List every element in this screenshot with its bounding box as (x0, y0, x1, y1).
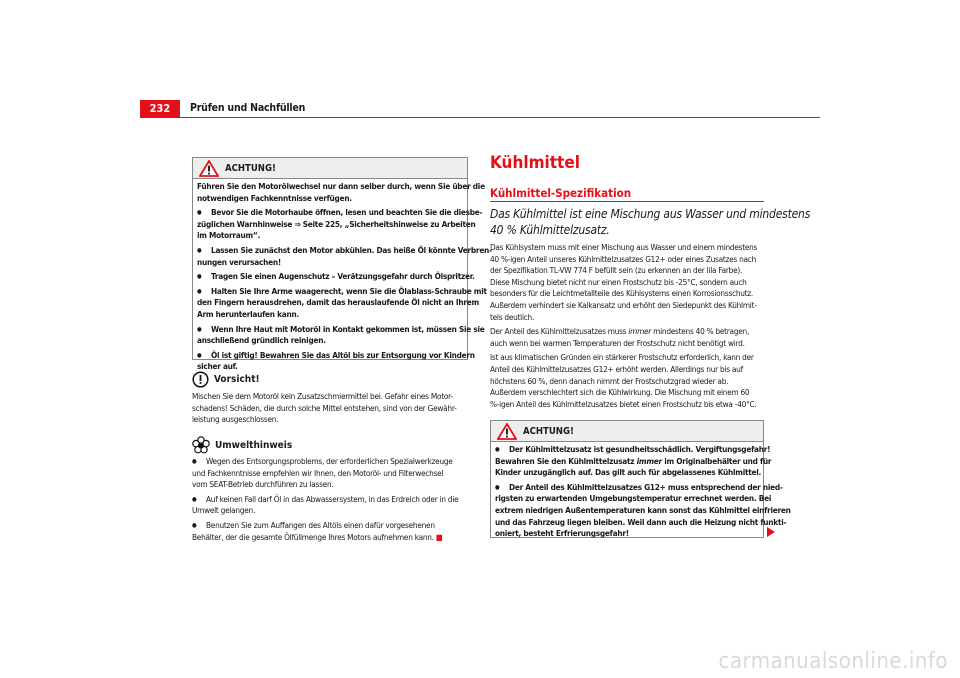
end-mark-icon: ■ (433, 531, 443, 542)
warning-box-coolant (490, 420, 791, 539)
caution-section (192, 371, 472, 429)
text-line: Ist aus klimatischen Gründen ein stärkerer Frostschutz erforderlich, kann der (490, 352, 754, 363)
bullet-icon: ● (197, 287, 202, 295)
environment-text (192, 456, 472, 543)
text-line: Kinder unzugänglich auf. Das gilt auch für abgelassenes Kühlmittel. (495, 467, 762, 478)
bullet-item (197, 323, 485, 347)
caution-exclamation-icon (192, 371, 209, 388)
paragraph (192, 391, 472, 426)
caution-title: Vorsicht! (214, 374, 260, 385)
header-rule (140, 117, 820, 118)
text-line: extrem niedrigen Außentemperaturen kann sonst das Kühlmittel einfrieren (495, 504, 791, 515)
text-line: ● Auf keinen Fall darf Öl in das Abwassersystem, in das Erdreich oder in die (192, 493, 459, 504)
bullet-item (197, 244, 492, 268)
warning-text (491, 442, 791, 545)
bullet-icon: ● (197, 246, 202, 254)
bullet-item (192, 456, 472, 491)
watermark: carmanualsonline.info (718, 649, 948, 674)
subsection-title: Kühlmittel-Spezifikation (490, 186, 632, 200)
text-line: schadens! Schäden, die durch solche Mittel entstehen, sind von der Gewähr- (192, 402, 457, 413)
text-line: %-igen Anteil des Kühlmittelzusatzes bietet einen Frostschutz bis etwa -40°C. (490, 398, 757, 409)
text-line: ● Lassen Sie zunächst den Motor abkühlen. Das heiße Öl könnte Verbren- (197, 244, 492, 255)
warning-triangle-icon (199, 160, 219, 177)
text-line: 40 %-igen Anteil unseres Kühlmittelzusatzes G12+ oder eines Zusatzes nach (490, 253, 757, 264)
paragraph (490, 352, 770, 410)
section-title: Kühlmittel (490, 153, 580, 173)
continue-arrow-icon (767, 527, 775, 537)
text-line: besonders für die Leichtmetallteile des Kühlsystems einen Korrosionsschutz. (490, 288, 754, 299)
bullet-icon: ● (197, 351, 202, 359)
page-number: 232 (140, 100, 180, 118)
text-line: ● Öl ist giftig! Bewahren Sie das Altöl bis zur Entsorgung vor Kindern (197, 349, 475, 360)
text-line: anschließend gründlich reinigen. (197, 335, 326, 346)
text-line: Der Anteil des Kühlmittelzusatzes muss immer mindestens 40 % betragen, (490, 326, 750, 337)
bullet-item (192, 520, 472, 543)
text-line: ● Der Anteil des Kühlmittelzusatzes G12+ muss entsprechend der nied- (495, 481, 783, 492)
bullet-item (495, 444, 772, 479)
text-line: Behälter, der die gesamte Ölfüllmenge Ihres Motors aufnehmen kann. ■ (192, 531, 443, 542)
bullet-icon: ● (495, 483, 500, 491)
text-line: oniert, besteht Erfrierungsgefahr! (495, 528, 629, 539)
bullet-icon: ● (197, 209, 202, 217)
text-line: Arm herunterlaufen kann. (197, 308, 299, 319)
text-line: Bewahren Sie den Kühlmittelzusatz immer im Originalbehälter und für (495, 455, 772, 466)
warning-text (193, 179, 492, 378)
paragraph (197, 181, 485, 204)
text-line: ● Der Kühlmittelzusatz ist gesundheitsschädlich. Vergiftungsgefahr! (495, 444, 771, 454)
warning-box-oil (192, 157, 492, 372)
text-line: leistung ausgeschlossen. (192, 414, 279, 425)
text-line: Anteil des Kühlmittelzusatzes G12+ erhöht werden. Allerdings nur bis auf (490, 363, 743, 374)
text-line: höchstens 60 %, denn danach nimmt der Frostschutzgrad wieder ab. (490, 375, 729, 386)
bullet-icon: ● (192, 458, 197, 465)
bullet-item (197, 349, 475, 373)
coolant-body-text (490, 242, 770, 413)
text-line: tels deutlich. (490, 311, 535, 322)
bullet-item (197, 285, 487, 321)
text-line: Außerdem verhindert sie Kalkansatz und erhöht den Siedepunkt des Kühlmit- (490, 299, 757, 310)
text-line: ● Benutzen Sie zum Auffangen des Altöls einen dafür vorgesehenen (192, 519, 435, 530)
text-line: und das Fahrzeug liegen bleiben. Weil dann auch die Heizung nicht funkti- (495, 516, 787, 527)
text-line: im Motorraum“. (197, 230, 261, 241)
text-line: Diese Mischung bietet nicht nur einen Frostschutz bis -25°C, sondern auch (490, 276, 747, 287)
text-line: rigsten zu erwartenden Umgebungstemperatur errechnet werden. Bei (495, 493, 772, 504)
text-line: züglichen Warnhinweise ⇒ Seite 225, „Sicherheitshinweise zu Arbeiten (197, 218, 476, 229)
text-line: sicher auf. (197, 361, 238, 372)
environment-section (192, 436, 472, 546)
bullet-icon: ● (192, 495, 197, 503)
text-line: notwendigen Fachkenntnisse verfügen. (197, 192, 352, 203)
warning-title: ACHTUNG! (225, 162, 276, 174)
text-line: Umwelt gelangen. (192, 505, 256, 516)
text-line: auch wenn bei warmen Temperaturen der Frostschutz nicht benötigt wird. (490, 337, 745, 348)
subsection-rule (490, 201, 764, 202)
text-line: Außerdem verschlechtert sich die Kühlwirkung. Die Mischung mit einem 60 (490, 387, 750, 398)
warning-title: ACHTUNG! (523, 425, 574, 437)
text-line: nungen verursachen! (197, 256, 281, 267)
text-line: den Fingern herausdrehen, damit das herauslaufende Öl nicht an Ihrem (197, 297, 479, 308)
warning-triangle-icon (497, 423, 517, 440)
warning-header (193, 158, 467, 179)
text-line: ● Wegen des Entsorgungsproblems, der erforderlichen Spezialwerkzeuge (192, 456, 453, 466)
text-line: Das Kühlsystem muss mit einer Mischung aus Wasser und einem mindestens (490, 242, 758, 252)
intro-text (490, 206, 810, 238)
caution-text (192, 391, 472, 426)
bullet-item (197, 271, 475, 283)
bullet-item (197, 207, 483, 242)
environment-title: Umwelthinweis (215, 439, 293, 451)
bullet-item (495, 481, 791, 540)
running-title: Prüfen und Nachfüllen (190, 102, 306, 114)
text-line: ● Wenn Ihre Haut mit Motoröl in Kontakt gekommen ist, müssen Sie sie (197, 323, 485, 334)
paragraph (490, 242, 770, 323)
intro-line: Das Kühlmittel ist eine Mischung aus Wasser und mindestens (490, 207, 811, 221)
text-line: vom SEAT-Betrieb durchführen zu lassen. (192, 479, 334, 490)
paragraph (490, 326, 770, 349)
text-line: ● Halten Sie Ihre Arme waagerecht, wenn Sie die Ölablass-Schraube mit (197, 285, 487, 296)
bullet-icon: ● (192, 521, 197, 529)
environment-flower-icon (192, 436, 210, 454)
text-line: ● Bevor Sie die Motorhaube öffnen, lesen und beachten Sie die diesbe- (197, 207, 483, 218)
bullet-icon: ● (495, 446, 500, 453)
text-line: Mischen Sie dem Motoröl kein Zusatzschmiermittel bei. Gefahr eines Motor- (192, 391, 453, 401)
intro-line: 40 % Kühlmittelzusatz. (490, 223, 610, 237)
bullet-item (192, 494, 472, 517)
bullet-icon: ● (197, 273, 202, 281)
text-line: ● Tragen Sie einen Augenschutz – Verätzungsgefahr durch Ölspritzer. (197, 271, 475, 282)
bullet-icon: ● (197, 325, 202, 333)
text-line: Führen Sie den Motorölwechsel nur dann selber durch, wenn Sie über die (197, 181, 485, 191)
warning-header (491, 421, 763, 442)
text-line: und Fachkenntnisse empfehlen wir Ihnen, den Motoröl- und Filterwechsel (192, 467, 444, 478)
text-line: der Spezifikation TL-VW 774 F befüllt sein (zu erkennen an der lila Farbe). (490, 265, 743, 276)
